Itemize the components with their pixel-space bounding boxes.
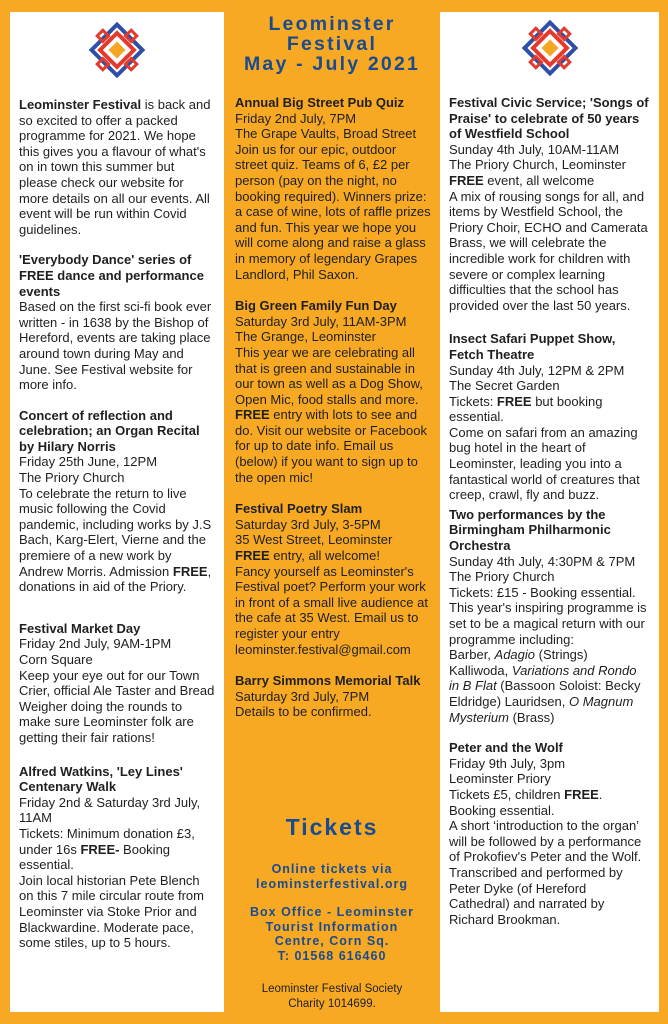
quiz-event	[235, 95, 431, 282]
civic-title: Festival Civic Service; 'Songs of Praise' to celebrate of 50 years of Westfield School	[449, 95, 649, 142]
organ-date: Friday 25th June, 12PM	[19, 454, 158, 470]
organ-title: Concert of reflection and celebration; an Organ Recital by Hilary Norris	[19, 407, 200, 454]
poetry-entry: FREE entry, all welcome!	[235, 548, 380, 564]
dance-title: 'Everybody Dance' series of FREE dance and performance events	[19, 252, 204, 299]
market-body: Keep your eye out for our Town Crier, official Ale Taster and Bread Weigher doing the rounds to make sure Leominster folk are getting their fair rations!	[19, 667, 215, 745]
bpo-event	[449, 507, 650, 725]
barry-note: Details to be confirmed.	[235, 704, 372, 720]
quiz-body: Join us for our epic, outdoor street quiz. Teams of 6, £2 per person (pay on the night, no booking required). Winners prize: a case of wine, lots of raffle prizes and fun. This year we hope you will come along and raise a glass in memory of legendary Grapes Landlord, Phil Saxon.	[235, 141, 431, 282]
left-column	[10, 12, 224, 1012]
quiz-venue: The Grape Vaults, Broad Street	[235, 126, 417, 142]
middle-column	[235, 95, 431, 720]
dance-body: Based on the first sci-fi book ever written - in 1638 by the Bishop of Hereford, events are taking place around town during May and June. See Festival website for more info.	[19, 299, 212, 393]
intro-text: is back and so excited to offer a packed programme for 2021. We hope this gives you a flavour of what's on in town this summer but please check our website for more details on all our events. All event will be run within Covid guidelines.	[19, 97, 211, 237]
quiz-title: Annual Big Street Pub Quiz	[235, 95, 405, 110]
poetry-date: Saturday 3rd July, 3-5PM	[235, 516, 381, 532]
wolf-venue: Leominster Priory	[449, 771, 551, 787]
bpo-venue: The Priory Church	[449, 569, 555, 585]
barry-date: Saturday 3rd July, 7PM	[235, 688, 370, 704]
right-column	[440, 12, 659, 1012]
civic-venue: The Priory Church, Leominster	[449, 157, 627, 173]
organ-venue: The Priory Church	[19, 470, 125, 486]
tickets-heading: Tickets	[285, 814, 379, 840]
bpo-date: Sunday 4th July, 4:30PM & 7PM	[449, 553, 636, 569]
bpo-body: This year's inspiring programme is set to be a magical return with our programme including:	[449, 600, 647, 647]
insect-body: Come on safari from an amazing bug hotel in the heart of Leominster, leading you into a fantastical world of creatures that creep, crawl, fly and buzz.	[449, 424, 640, 503]
organ-event	[19, 408, 215, 595]
walk-tickets: Tickets: Minimum donation £3, under 16s FREE- Booking essential.	[19, 825, 195, 873]
dance-event	[19, 252, 215, 392]
insect-date: Sunday 4th July, 12PM & 2PM	[449, 362, 625, 378]
wolf-event	[449, 740, 650, 927]
society-footer: Leominster Festival Society Charity 1014699.	[261, 983, 403, 1010]
walk-body: Join local historian Pete Blench on this 7 mile circular route from Leominster via Stoke Prior and Blackwardine. Moderate pace, some stiles, up to 5 hours.	[19, 872, 204, 951]
bpo-tickets: Tickets: £15 - Booking essential.	[449, 584, 636, 600]
market-title: Festival Market Day	[19, 620, 141, 636]
civic-date: Sunday 4th July, 10AM-11AM	[449, 141, 620, 157]
insect-tickets: Tickets: FREE but booking essential.	[449, 393, 603, 425]
quiz-date: Friday 2nd July, 7PM	[235, 110, 357, 126]
civic-body: A mix of rousing songs for all, and items by Westfield School, the Priory Choir, ECHO and Camerata Brass, we will celebrate the incredible work for children with severe or complex learning difficulties that the school has provided over the last 50 years.	[449, 188, 648, 313]
intro-bold: Leominster Festival	[19, 97, 142, 112]
intro-section	[19, 97, 215, 237]
market-date: Friday 2nd July, 9AM-1PM	[19, 636, 172, 652]
page-title: Leominster Festival May - July 2021	[243, 13, 421, 75]
green-date: Saturday 3rd July, 11AM-3PM	[235, 313, 407, 329]
green-venue: The Grange, Leominster	[235, 329, 376, 345]
civic-entry: FREE event, all welcome	[449, 172, 595, 188]
organ-body: To celebrate the return to live music following the Covid pandemic, including works by J.S Bach, Karg-Elert, Vierne and the premiere of a new work by Andrew Morris. Admission FREE, donations in aid of the Priory.	[19, 485, 212, 595]
bpo-programme: Barber, Adagio (Strings) Kalliwoda, Variations and Rondo in B Flat (Bassoon Soloist: Becky Eldridge) Lauridsen, O Magnum Mysterium (Brass)	[449, 647, 641, 725]
wolf-date: Friday 9th July, 3pm	[449, 755, 566, 771]
walk-title: Alfred Watkins, 'Ley Lines' Centenary Walk	[19, 763, 183, 795]
insect-event	[449, 331, 650, 503]
market-event	[19, 621, 215, 746]
wolf-title: Peter and the Wolf	[449, 740, 563, 756]
insect-venue: The Secret Garden	[449, 378, 560, 394]
insect-title: Insect Safari Puppet Show, Fetch Theatre	[449, 331, 616, 362]
market-venue: Corn Square	[19, 652, 93, 667]
green-body: This year we are celebrating all that is green and sustainable in our town as well as a Dog Show, Open Mic, food stalls and more. FREE entry with lots to see and do. Visit our website or Facebook for up to date info. Email us (below) if you want to sign up to the open mic!	[235, 344, 427, 485]
green-title: Big Green Family Fun Day	[235, 298, 397, 314]
walk-event	[19, 764, 215, 951]
bpo-title: Two performances by the Birmingham Philharmonic Orchestra	[449, 506, 611, 554]
celtic-knot-logo-icon	[518, 16, 582, 80]
box-office: Box Office - Leominster Tourist Information Centre, Corn Sq. T: 01568 616460	[250, 905, 414, 963]
barry-title: Barry Simmons Memorial Talk	[235, 673, 421, 689]
barry-event	[235, 673, 431, 720]
online-tickets: Online tickets via leominsterfestival.org	[226, 862, 438, 892]
wolf-tickets: Tickets £5, children FREE.	[449, 786, 603, 802]
poetry-body: Fancy yourself as Leominster's Festival poet? Perform your work in front of a small live audience at the cafe at 35 West. Email us to register your entry leominster.festival@gmail.com	[235, 563, 428, 657]
celtic-knot-logo-icon	[85, 18, 149, 82]
green-event	[235, 298, 431, 485]
website-link[interactable]: leominsterfestival.org	[256, 877, 408, 891]
poetry-event	[235, 501, 431, 657]
wolf-body: A short ‘introduction to the organ’ will be followed by a performance of Prokofiev's Peter and the Wolf. Transcribed and performed by Peter Dyke (of Hereford Cathedral) and narrated by Richard Brookman.	[449, 818, 642, 927]
walk-date: Friday 2nd & Saturday 3rd July, 11AM	[19, 794, 201, 826]
poetry-venue: 35 West Street, Leominster	[235, 532, 393, 548]
civic-event	[449, 95, 650, 313]
wolf-booking: Booking essential.	[449, 802, 555, 818]
poetry-title: Festival Poetry Slam	[235, 501, 363, 517]
